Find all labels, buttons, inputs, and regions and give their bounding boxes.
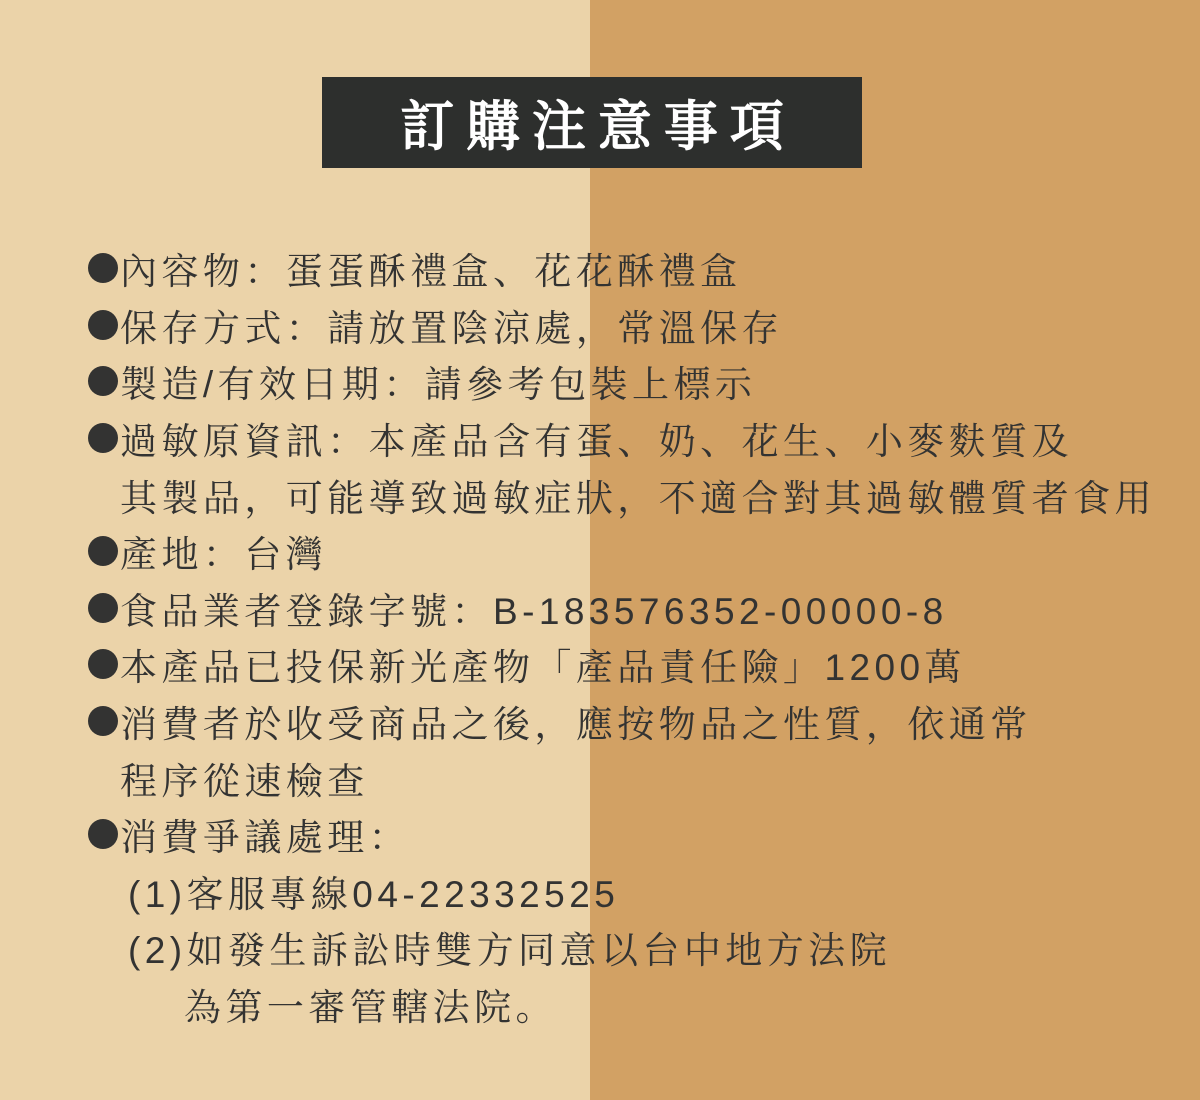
bullet-icon [88,649,118,679]
list-subitem-court-continued [88,976,1168,1033]
bullet-icon [88,366,118,396]
list-item-text: 程序從速檢查 [120,760,369,802]
list-item-allergen [88,410,1168,467]
list-item-dates [88,353,1168,410]
list-item-text: 消費者於收受商品之後，應按物品之性質，依通常 [120,704,1032,746]
list-item-text: (2)如發生訴訟時雙方同意以台中地方法院 [128,930,892,972]
list-item-insurance [88,636,1168,693]
list-subitem-hotline [88,863,1168,920]
page-title: 訂購注意事項 [400,97,796,157]
list-item-origin [88,523,1168,580]
list-subitem-court [88,919,1168,976]
list-item-allergen-continued [88,466,1168,523]
list-item-text: 消費爭議處理： [120,817,411,859]
notice-list [88,240,1168,1032]
list-item-storage [88,297,1168,354]
list-item-text: (1)客服專線04-22332525 [128,873,620,915]
bullet-icon [88,423,118,453]
bullet-icon [88,819,118,849]
bullet-icon [88,593,118,623]
bullet-icon [88,706,118,736]
list-item-text: 過敏原資訊：本產品含有蛋、奶、花生、小麥麩質及 [120,421,1074,463]
list-item-inspection [88,693,1168,750]
list-item-text: 內容物：蛋蛋酥禮盒、花花酥禮盒 [120,251,742,293]
title-banner [322,77,862,168]
list-item-text: 為第一審管轄法院。 [184,987,557,1029]
list-item-text: 食品業者登錄字號：B-183576352-00000-8 [120,590,948,632]
list-item-contents [88,240,1168,297]
list-item-text: 本產品已投保新光產物「產品責任險」1200萬 [120,647,966,689]
bullet-icon [88,310,118,340]
list-item-registration-number [88,580,1168,637]
list-item-text: 製造/有效日期：請參考包裝上標示 [120,364,757,406]
list-item-text: 其製品，可能導致過敏症狀，不適合對其過敏體質者食用 [120,477,1156,519]
list-item-inspection-continued [88,749,1168,806]
bullet-icon [88,253,118,283]
list-item-text: 保存方式：請放置陰涼處，常溫保存 [120,307,784,349]
bullet-icon [88,536,118,566]
list-item-dispute [88,806,1168,863]
list-item-text: 產地：台灣 [120,534,328,576]
